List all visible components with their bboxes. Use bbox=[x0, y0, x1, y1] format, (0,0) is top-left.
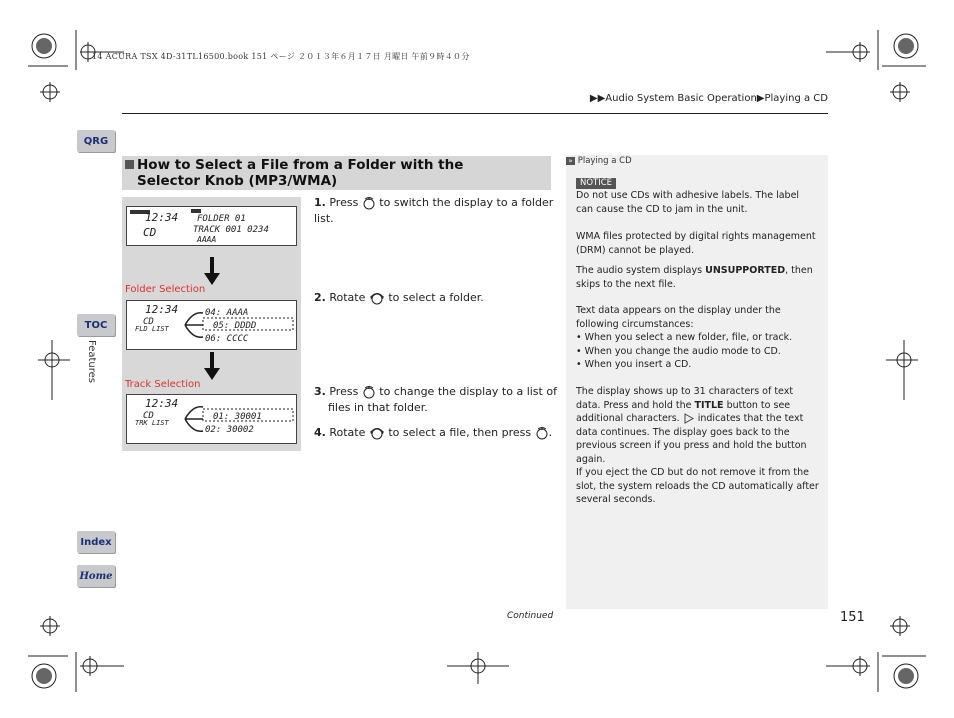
step-3-pre: Press bbox=[329, 385, 359, 398]
note-paragraph-5 bbox=[576, 385, 820, 466]
lcd1-mode: CD bbox=[143, 226, 157, 239]
notice-badge-label: NOTICE bbox=[576, 178, 616, 189]
step-1-post: to switch the display to a folder list. bbox=[314, 196, 554, 225]
lcd2-sub: FLD LIST bbox=[135, 325, 169, 333]
section-title-line2: Selector Knob (MP3/WMA) bbox=[137, 173, 338, 189]
note-p3-post: , then skips to the next file. bbox=[576, 265, 813, 290]
lcd1-line1: FOLDER 01 bbox=[197, 214, 246, 224]
step-4-post: . bbox=[548, 426, 553, 439]
selector-knob-rotate-icon bbox=[369, 426, 385, 440]
note-ref-icon: » bbox=[566, 157, 575, 165]
lcd2-mode: CD bbox=[143, 317, 154, 327]
step-1-pre: Press bbox=[329, 196, 359, 209]
step-2-pre: Rotate bbox=[329, 291, 366, 304]
selector-knob-rotate-icon bbox=[369, 291, 385, 305]
lcd3-clock: 12:34 bbox=[145, 397, 179, 410]
note-p3-pre: The audio system displays bbox=[576, 265, 703, 276]
step-1-number: 1. bbox=[314, 196, 326, 209]
note-bullet-item: • When you change the audio mode to CD. bbox=[576, 345, 781, 357]
section-side-label: Features bbox=[86, 340, 97, 383]
note-paragraph-4: Text data appears on the display under the following circumstances: bbox=[576, 305, 781, 330]
registration-mark-right-center bbox=[882, 340, 922, 400]
note-reference[interactable] bbox=[566, 155, 632, 169]
step-2-post: to select a folder. bbox=[388, 291, 484, 304]
lcd-screen-folder-list bbox=[126, 300, 297, 350]
step-3 bbox=[314, 384, 568, 416]
track-selection-label: Track Selection bbox=[125, 379, 201, 390]
note-bullet-text: When you select a new folder, file, or track. bbox=[584, 332, 793, 343]
registration-mark-bottom-center bbox=[447, 648, 509, 688]
step-4-number: 4. bbox=[314, 426, 326, 439]
step-4 bbox=[314, 425, 554, 441]
registration-mark-left-center bbox=[34, 340, 74, 400]
lcd3-sub: TRK LIST bbox=[135, 419, 169, 427]
breadcrumb bbox=[590, 93, 828, 104]
registration-mark-top-right bbox=[826, 30, 926, 126]
heading-bullet-square bbox=[125, 160, 134, 169]
continued-label: Continued bbox=[507, 611, 554, 621]
step-3-number: 3. bbox=[314, 385, 326, 398]
notice-badge bbox=[576, 176, 616, 190]
note-p3-bold: UNSUPPORTED bbox=[705, 265, 786, 276]
section-title-line1: How to Select a File from a Folder with the bbox=[137, 157, 464, 173]
lcd1-line2: TRACK 001 0234 bbox=[193, 225, 269, 235]
selector-knob-press-icon bbox=[362, 196, 376, 210]
step-3-post: to change the display to a list of files in that folder. bbox=[328, 385, 557, 414]
side-notes-panel bbox=[566, 155, 828, 609]
header-rule bbox=[122, 113, 828, 114]
selector-knob-press-icon bbox=[362, 385, 376, 399]
note-paragraph-3 bbox=[576, 264, 818, 291]
note-p5-a: The display shows up to 31 characters of text data. Press and hold the bbox=[576, 386, 794, 411]
print-file-info: 14 ACURA TSX 4D-31TL16500.book 151 ページ ２０１３年６月１７日 月曜日 午前９時４０分 bbox=[92, 52, 470, 61]
lcd-screen-track-list bbox=[126, 394, 297, 444]
lcd-screen-track-display bbox=[126, 206, 297, 246]
down-arrow-icon bbox=[202, 257, 222, 287]
lcd2-line3: 06: CCCC bbox=[205, 334, 249, 344]
page-number: 151 bbox=[840, 610, 865, 625]
breadcrumb-arrows: ▶▶ bbox=[589, 93, 606, 104]
registration-mark-top-left bbox=[28, 30, 124, 126]
note-bullet-text: When you insert a CD. bbox=[584, 359, 692, 370]
step-1 bbox=[314, 195, 554, 227]
breadcrumb-separator: ▶ bbox=[756, 93, 765, 104]
lcd3-line1: 01: 30001 bbox=[213, 412, 262, 422]
display-illustration-panel bbox=[122, 197, 301, 451]
down-arrow-icon bbox=[202, 352, 222, 382]
note-bullet-item: • When you insert a CD. bbox=[576, 359, 692, 370]
note-p5-c: indicates that the text data continues. The display goes back to the previous screen if you press and hold the button again. bbox=[576, 413, 807, 465]
note-paragraph-1: Do not use CDs with adhesive labels. The label can cause the CD to jam in the unit. bbox=[576, 190, 800, 215]
home-button[interactable]: Home bbox=[77, 565, 115, 587]
step-4-mid: to select a file, then press bbox=[388, 426, 532, 439]
note-p5-b: button to see additional characters. bbox=[576, 399, 791, 424]
note-p5-bold: TITLE bbox=[694, 399, 724, 411]
lcd1-line3: AAAA bbox=[197, 235, 217, 244]
breadcrumb-link-audio-basic[interactable]: Audio System Basic Operation bbox=[605, 93, 757, 104]
index-button[interactable]: Index bbox=[77, 531, 115, 553]
lcd2-line2: 05: DDDD bbox=[213, 321, 257, 331]
folder-selection-label: Folder Selection bbox=[125, 284, 206, 295]
qrg-button[interactable]: QRG bbox=[77, 130, 115, 152]
note-bullet-item: • When you select a new folder, file, or track. bbox=[576, 332, 793, 343]
selector-knob-press-icon bbox=[535, 426, 549, 440]
step-2-number: 2. bbox=[314, 291, 326, 304]
toc-button[interactable]: TOC bbox=[77, 314, 115, 336]
note-bullet-list bbox=[576, 331, 818, 372]
lcd3-line2: 02: 30002 bbox=[205, 425, 254, 435]
note-bullet-text: When you change the audio mode to CD. bbox=[584, 345, 781, 357]
text-continue-triangle-icon bbox=[683, 413, 695, 424]
lcd1-clock: 12:34 bbox=[145, 211, 179, 224]
lcd2-line1: 04: AAAA bbox=[205, 308, 249, 318]
note-paragraph-6: If you eject the CD but do not remove it from the slot, the system reloads the CD automatically after several seconds. bbox=[576, 467, 819, 505]
note-ref-label: Playing a CD bbox=[577, 156, 632, 166]
registration-mark-bottom-left bbox=[28, 596, 128, 692]
step-2 bbox=[314, 290, 554, 306]
section-heading bbox=[122, 156, 551, 190]
breadcrumb-link-playing-cd[interactable]: Playing a CD bbox=[764, 93, 828, 104]
lcd3-mode: CD bbox=[143, 411, 154, 421]
note-paragraph-2: WMA files protected by digital rights management (DRM) cannot be played. bbox=[576, 231, 816, 256]
section-title bbox=[137, 157, 463, 189]
lcd2-clock: 12:34 bbox=[145, 303, 179, 316]
step-4-pre: Rotate bbox=[329, 426, 366, 439]
